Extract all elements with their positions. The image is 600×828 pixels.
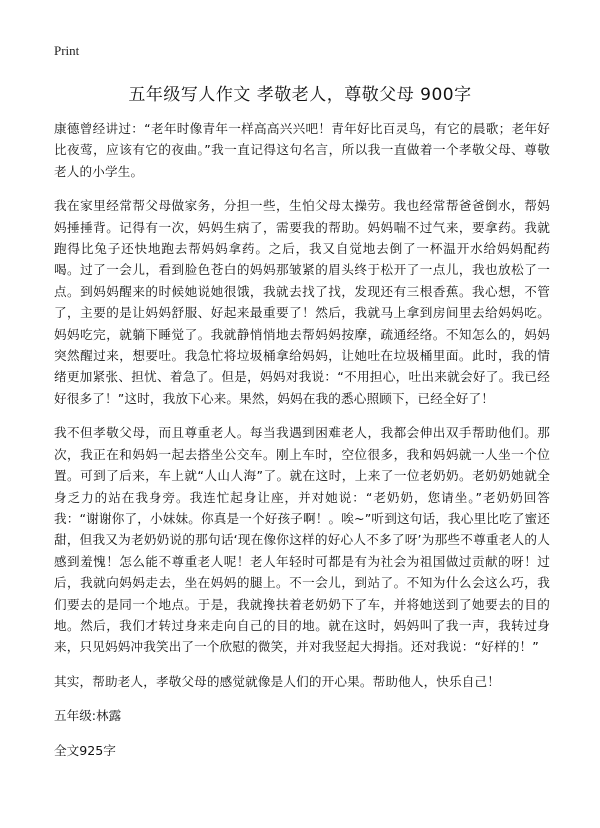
paragraph-intro: 康德曾经讲过：“老年时像青年一样高高兴兴吧！青年好比百灵鸟，有它的晨歌；老年好比夜莺，应该有它的夜曲。”我一直记得这句名言，所以我一直做着一个孝敬父母、尊敬老人的小学生。 <box>54 121 550 179</box>
paragraph-family: 我在家里经常帮父母做家务，分担一些，生怕父母太操劳。我也经常帮爸爸倒水，帮妈妈捶捶背。记得有一次，妈妈生病了，需要我的帮助。妈妈喘不过气来，要拿药。我就跑得比兔子还快地跑去帮妈妈拿药。之后，我又自觉地去倒了一杯温开水给妈妈配药喝。过了一会儿，看到脸色苍白的妈妈那皱紧的眉头终于松开了一点儿，我也放松了一点。到妈妈醒来的时候她说她很饿，我就去找了找，发现还有三根香蕉。我心想，不管了，主要的是让妈妈舒服、好起来最重要了！然后，我就马上拿到房间里去给妈妈吃。妈妈吃完，就躺下睡觉了。我就静悄悄地去帮妈妈按摩，疏通经络。不知怎么的，妈妈突然醒过来，想要吐。我急忙将垃圾桶拿给妈妈，让她吐在垃圾桶里面。此时，我的情绪更加紧张、担忧、着急了。但是，妈妈对我说：“不用担心，吐出来就会好了。我已经好很多了！”这时，我放下心来。果然，妈妈在我的悉心照顾下，已经全好了！ <box>54 198 550 406</box>
author-signature: 五年级:林露 <box>54 708 122 724</box>
article-body <box>54 118 550 761</box>
word-count: 全文925字 <box>54 743 116 759</box>
paragraph-elderly: 我不但孝敬父母，而且尊重老人。每当我遇到困难老人，我都会伸出双手帮助他们。那次，我正在和妈妈一起去搭坐公交车。刚上车时，空位很多，我和妈妈就一人坐一个位置。可到了后来，车上就“人山人海”了。就在这时，上来了一位老奶奶。老奶奶她就全身乏力的站在我身旁。我连忙起身让座，并对她说：“老奶奶，您请坐。”老奶奶回答我：“谢谢你了，小妹妹。你真是一个好孩子啊！。唉~”听到这句话，我心里比吃了蜜还甜，但我又为老奶奶说的那句话‘现在像你这样的好心人不多了呀’为那些不尊重老人的人感到羞愧！怎么能不尊重老人呢！老人年轻时可都是有为社会为祖国做过贡献的呀！过后，我就向妈妈走去，坐在妈妈的腿上。不一会儿，到站了。不知为什么会这么巧，我们要去的是同一个地点。于是，我就搀扶着老奶奶下了车，并将她送到了她要去的目的地。然后，我们才转过身来走向自己的目的地。就在这时，妈妈叫了我一声，我转过身来，只见妈妈冲我笑出了一个欣慰的微笑，并对我竖起大拇指。还对我说：“好样的！” <box>54 425 550 655</box>
print-link[interactable]: Print <box>54 43 80 58</box>
paragraph-conclusion: 其实，帮助老人，孝敬父母的感觉就像是人们的开心果。帮助他人，快乐自己！ <box>54 673 501 689</box>
page-title: 五年级写人作文 孝敬老人，尊敬父母 900字 <box>128 85 472 105</box>
